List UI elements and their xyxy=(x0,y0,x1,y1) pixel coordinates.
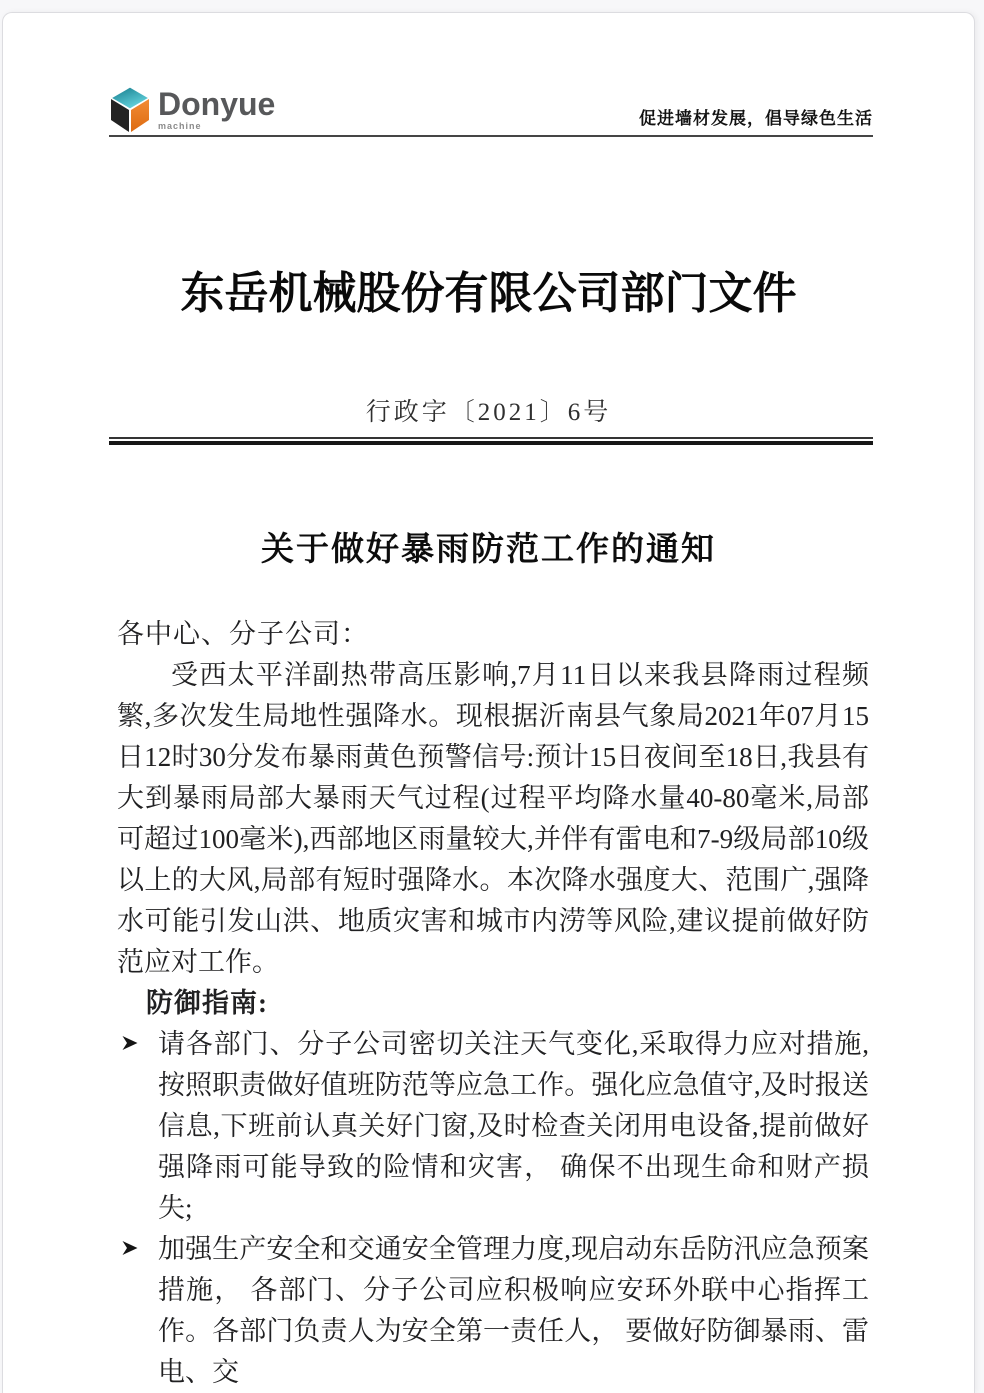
arrowhead-right-icon xyxy=(121,1034,139,1052)
header-slogan: 促进墙材发展，倡导绿色生活 xyxy=(639,109,873,128)
bullet-item xyxy=(117,1024,869,1229)
document-page xyxy=(2,12,975,1393)
title-separator-thick xyxy=(109,441,873,445)
document-body xyxy=(117,614,869,1393)
cube-logo-icon xyxy=(109,86,151,133)
company-logo xyxy=(109,86,275,133)
letterhead xyxy=(109,71,873,137)
brand-subtitle: machine xyxy=(158,121,202,131)
intro-paragraph: 受西太平洋副热带高压影响,7月11日以来我县降雨过程频繁,多次发生局地性强降水。现根据沂南县气象局2021年07月15日12时30分发布暴雨黄色预警信号:预计15日夜间至18日,我县有大到暴雨局部大暴雨天气过程(过程平均降水量40-80毫米,局部可超过100毫米),西部地区雨量较大,并伴有雷电和7-9级局部10级以上的大风,局部有短时强降水。本次降水强度大、范围广,强降水可能引发山洪、地质灾害和城市内涝等风险,建议提前做好防范应对工作。 xyxy=(117,660,869,977)
bullet-text: 加强生产安全和交通安全管理力度,现启动东岳防汛应急预案措施， 各部门、分子公司应积极响应安环外联中心指挥工作。各部门负责人为安全第一责任人， 要做好防御暴雨、雷电、交 xyxy=(158,1234,869,1387)
subject-heading: 关于做好暴雨防范工作的通知 xyxy=(261,532,716,568)
document-title: 东岳机械股份有限公司部门文件 xyxy=(180,269,797,318)
brand-name: Donyue xyxy=(158,86,276,122)
bullet-item xyxy=(117,1229,869,1393)
arrowhead-right-icon xyxy=(121,1239,139,1257)
title-separator-thin xyxy=(109,437,873,439)
salutation: 各中心、分子公司： xyxy=(117,619,369,649)
document-number: 行政字〔2021〕6号 xyxy=(365,399,612,426)
bullet-text: 请各部门、分子公司密切关注天气变化,采取得力应对措施,按照职责做好值班防范等应急工作。强化应急值守,及时报送信息,下班前认真关好门窗,及时检查关闭用电设备,提前做好强降雨可能导致的险情和灾害， 确保不出现生命和财产损失; xyxy=(158,1029,869,1223)
guide-heading: 防御指南: xyxy=(146,988,268,1018)
